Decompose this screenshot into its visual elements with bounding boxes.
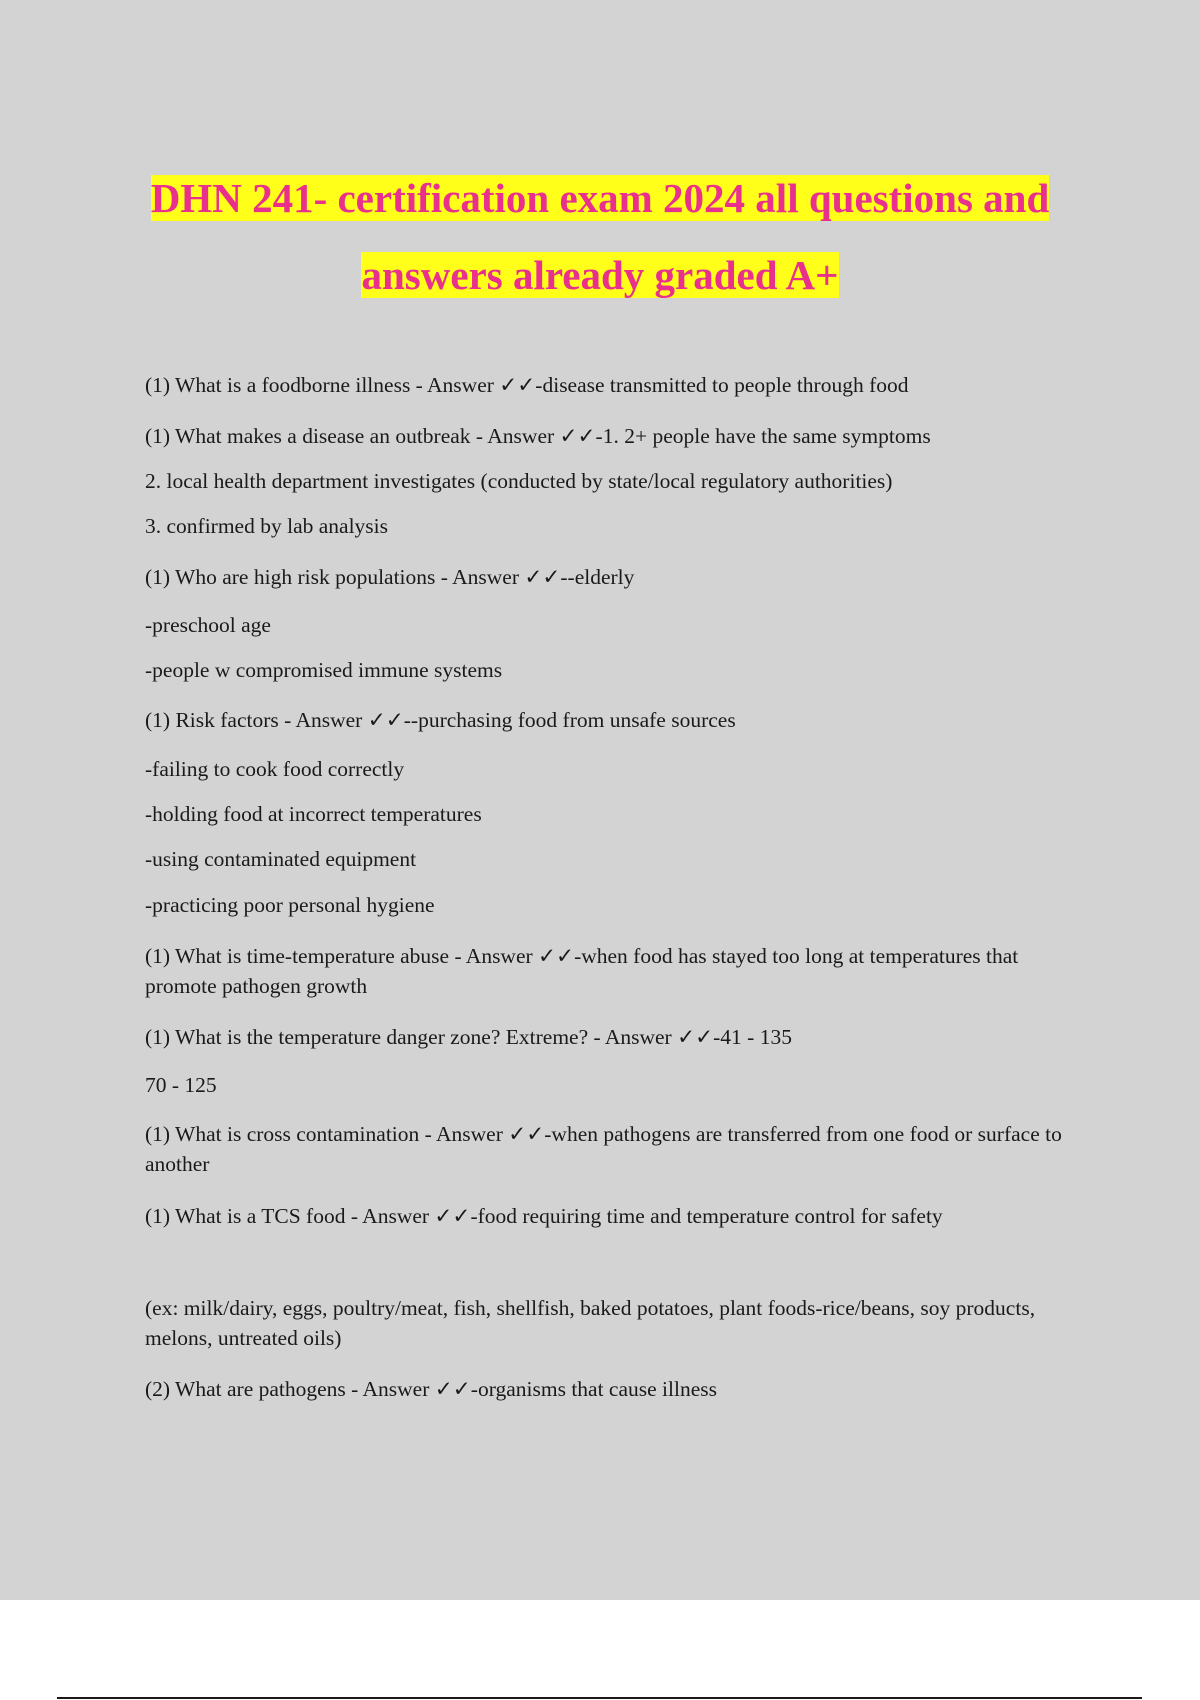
title-line-2: answers already graded A+ xyxy=(361,252,839,298)
bottom-divider xyxy=(57,1697,1142,1699)
qa-line: -using contaminated equipment xyxy=(145,847,417,871)
qa-line: (1) What is the temperature danger zone? Extreme? - Answer ✓✓-41 - 135 xyxy=(145,1025,792,1049)
qa-line: -preschool age xyxy=(145,613,271,637)
qa-line: (1) What is a TCS food - Answer ✓✓-food requiring time and temperature control for safety xyxy=(145,1204,943,1228)
qa-line: (ex: milk/dairy, eggs, poultry/meat, fish, shellfish, baked potatoes, plant foods-rice/beans, soy products, melons, untreated oils) xyxy=(145,1296,1041,1350)
qa-line: (1) What is time-temperature abuse - Answer ✓✓-when food has stayed too long at temperatures that promote pathogen growth xyxy=(145,944,1024,998)
qa-line: (1) Risk factors - Answer ✓✓--purchasing food from unsafe sources xyxy=(145,708,736,732)
qa-line: (1) What makes a disease an outbreak - Answer ✓✓-1. 2+ people have the same symptoms xyxy=(145,424,931,448)
qa-line: (1) Who are high risk populations - Answer ✓✓--elderly xyxy=(145,565,635,589)
qa-line: -people w compromised immune systems xyxy=(145,658,503,682)
qa-line: -failing to cook food correctly xyxy=(145,757,405,781)
qa-line: (1) What is a foodborne illness - Answer ✓✓-disease transmitted to people through food xyxy=(145,373,909,397)
qa-line: -holding food at incorrect temperatures xyxy=(145,802,482,826)
document-title xyxy=(0,160,1200,314)
qa-line: 3. confirmed by lab analysis xyxy=(145,514,389,538)
title-line-1: DHN 241- certification exam 2024 all questions and xyxy=(150,175,1050,221)
qa-line: 2. local health department investigates (conducted by state/local regulatory authorities) xyxy=(145,469,893,493)
qa-line: 70 - 125 xyxy=(145,1073,217,1097)
qa-line: (2) What are pathogens - Answer ✓✓-organisms that cause illness xyxy=(145,1377,717,1401)
qa-line: -practicing poor personal hygiene xyxy=(145,893,435,917)
qa-line: (1) What is cross contamination - Answer ✓✓-when pathogens are transferred from one food or surface to another xyxy=(145,1122,1068,1176)
